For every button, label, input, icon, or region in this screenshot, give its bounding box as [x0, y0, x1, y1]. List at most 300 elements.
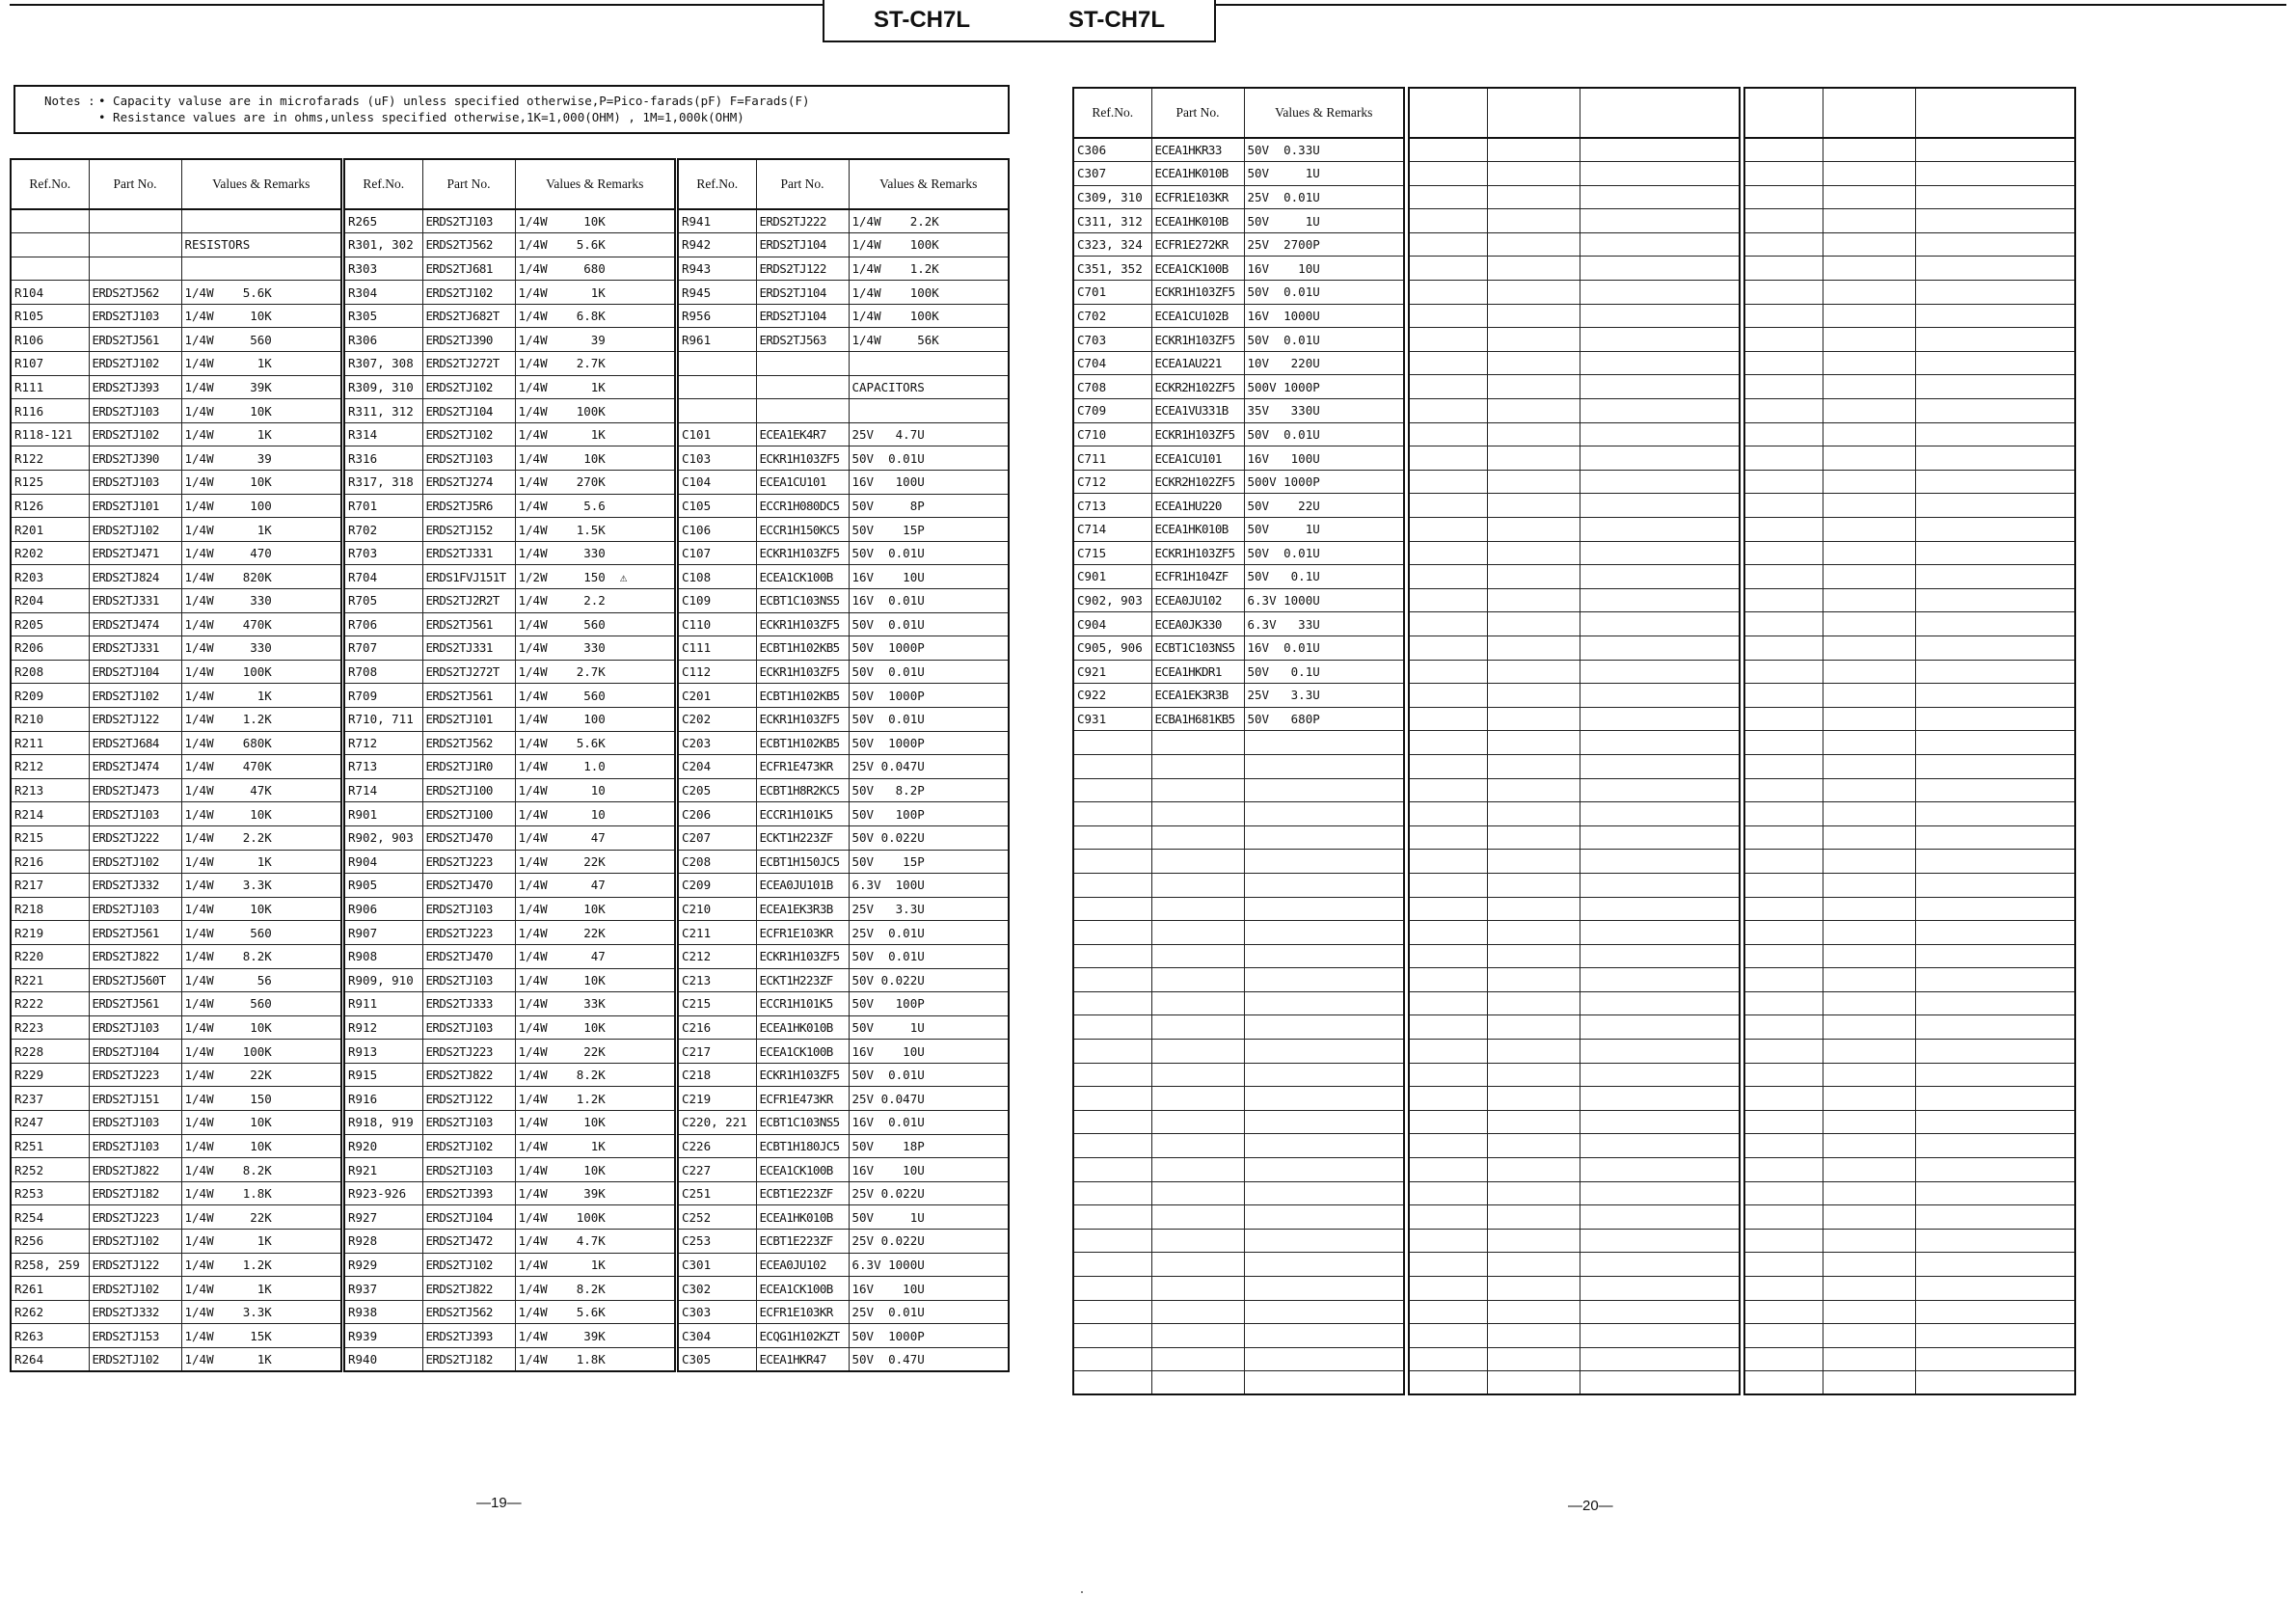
- part-cell: [1151, 1277, 1244, 1301]
- ref-cell: C253: [678, 1230, 756, 1254]
- ref-cell: R256: [11, 1230, 89, 1254]
- value-cell: [1915, 446, 2075, 471]
- ref-cell: [1409, 565, 1487, 589]
- part-cell: [1487, 1087, 1580, 1111]
- part-cell: ERDS2TJ822: [422, 1063, 515, 1087]
- value-cell: [1580, 1205, 1740, 1230]
- ref-cell: R222: [11, 992, 89, 1016]
- table-row: [678, 755, 1009, 779]
- value-cell: [1915, 399, 2075, 423]
- ref-cell: [1744, 304, 1823, 328]
- value-cell: 50V 8.2P: [849, 778, 1009, 802]
- value-cell: 1/4W 1.0: [515, 755, 675, 779]
- ref-cell: [1409, 470, 1487, 494]
- table-row: [344, 518, 675, 542]
- value-cell: 1/4W 10K: [181, 471, 341, 495]
- table-row: [11, 446, 341, 471]
- part-cell: [1487, 825, 1580, 850]
- ref-cell: R107: [11, 352, 89, 376]
- ref-cell: R305: [344, 304, 422, 328]
- table-row: [1744, 162, 2075, 186]
- part-cell: [1151, 1063, 1244, 1087]
- table-row: [1744, 636, 2075, 660]
- part-cell: ERDS2TJ102: [422, 1253, 515, 1277]
- value-cell: [181, 209, 341, 233]
- table-row: [11, 755, 341, 779]
- ref-cell: C218: [678, 1063, 756, 1087]
- table-row: [1073, 944, 1404, 968]
- ref-cell: R304: [344, 281, 422, 305]
- table-row: [344, 565, 675, 589]
- part-cell: [1151, 802, 1244, 826]
- table-row: [344, 1348, 675, 1372]
- value-cell: [1915, 968, 2075, 992]
- part-cell: ERDS2TJ151: [89, 1087, 181, 1111]
- ref-cell: R937: [344, 1277, 422, 1301]
- part-cell: ECEA1EK3R3B: [1151, 684, 1244, 708]
- part-cell: ERDS2TJ471: [89, 541, 181, 565]
- ref-cell: C714: [1073, 518, 1151, 542]
- table-row: [1744, 991, 2075, 1015]
- table-row: [11, 1324, 341, 1348]
- value-cell: [1915, 754, 2075, 778]
- part-cell: [1823, 470, 1915, 494]
- ref-cell: [1073, 1181, 1151, 1205]
- table-row: [1409, 873, 1740, 897]
- ref-cell: [1744, 588, 1823, 612]
- part-cell: ERDS2TJ103: [89, 1111, 181, 1135]
- table-row: [678, 874, 1009, 898]
- table-row: [1409, 209, 1740, 233]
- table-row: [344, 541, 675, 565]
- table-row: [344, 1277, 675, 1301]
- part-cell: [1823, 328, 1915, 352]
- value-cell: [1580, 232, 1740, 257]
- page-number-left: —19—: [476, 1495, 522, 1511]
- ref-cell: C107: [678, 541, 756, 565]
- value-cell: 6.3V 1000U: [849, 1253, 1009, 1277]
- value-cell: 1/4W 47: [515, 944, 675, 968]
- ref-cell: R940: [344, 1348, 422, 1372]
- table-row: [11, 565, 341, 589]
- ref-cell: R216: [11, 850, 89, 874]
- part-cell: ECFR1E103KR: [756, 1300, 849, 1324]
- ref-cell: R316: [344, 446, 422, 471]
- part-cell: ERDS2TJ393: [422, 1181, 515, 1205]
- part-cell: ECBT1H102KB5: [756, 636, 849, 661]
- ref-cell: R911: [344, 992, 422, 1016]
- value-cell: 35V 330U: [1244, 399, 1404, 423]
- table-row: [678, 1253, 1009, 1277]
- part-cell: ERDS2TJ122: [422, 1087, 515, 1111]
- value-cell: [1580, 1300, 1740, 1324]
- part-cell: ECEA1CK100B: [756, 1040, 849, 1064]
- model-title-right: ST-CH7L: [1067, 7, 1165, 33]
- table-header-row: [11, 159, 341, 209]
- part-cell: [1823, 660, 1915, 684]
- ref-cell: [1744, 328, 1823, 352]
- table-row: [678, 1134, 1009, 1158]
- table-row: [1744, 1229, 2075, 1253]
- ref-cell: [1409, 707, 1487, 731]
- table-row: [1744, 1087, 2075, 1111]
- value-cell: 1/2W 150 ⚠: [515, 565, 675, 589]
- table-row: [11, 257, 341, 281]
- value-cell: 1/4W 1K: [515, 422, 675, 446]
- table-row: [678, 1015, 1009, 1040]
- value-cell: [849, 399, 1009, 423]
- table-row: [1073, 778, 1404, 802]
- table-row: [11, 660, 341, 684]
- ref-cell: [1409, 731, 1487, 755]
- value-cell: 1/4W 1K: [515, 1134, 675, 1158]
- value-cell: [1915, 1110, 2075, 1134]
- part-cell: [1823, 778, 1915, 802]
- table-row: [1073, 1229, 1404, 1253]
- table-row: [1744, 328, 2075, 352]
- ref-cell: [1409, 660, 1487, 684]
- table-row: [1409, 162, 1740, 186]
- value-cell: 1/4W 560: [181, 921, 341, 945]
- ref-cell: R309, 310: [344, 375, 422, 399]
- part-cell: ERDS2TJ103: [89, 1134, 181, 1158]
- ref-cell: [1409, 850, 1487, 874]
- part-cell: [1823, 494, 1915, 518]
- value-cell: [1580, 1347, 1740, 1371]
- part-cell: ECEA0JU102: [756, 1253, 849, 1277]
- parts-table-1: [10, 158, 342, 1372]
- value-cell: 1/4W 150: [181, 1087, 341, 1111]
- part-cell: [1151, 897, 1244, 921]
- table-row: [1744, 185, 2075, 209]
- value-cell: [1244, 850, 1404, 874]
- table-row: [1409, 1229, 1740, 1253]
- value-cell: 1/4W 1K: [181, 518, 341, 542]
- table-row: [1073, 446, 1404, 471]
- value-cell: 1/4W 39: [515, 328, 675, 352]
- ref-cell: R702: [344, 518, 422, 542]
- table-row: [11, 352, 341, 376]
- value-cell: 1/4W 1.2K: [181, 707, 341, 731]
- ref-cell: [1073, 1300, 1151, 1324]
- value-cell: [1244, 731, 1404, 755]
- value-cell: [1244, 1110, 1404, 1134]
- part-cell: [1487, 1300, 1580, 1324]
- value-cell: [1244, 897, 1404, 921]
- part-cell: ERDS2TJ561: [422, 684, 515, 708]
- ref-cell: C212: [678, 944, 756, 968]
- ref-cell: R125: [11, 471, 89, 495]
- table-row: [678, 897, 1009, 921]
- value-cell: [1580, 565, 1740, 589]
- value-cell: 50V 0.01U: [849, 660, 1009, 684]
- table-row: [11, 1015, 341, 1040]
- value-cell: 1/4W 100K: [849, 304, 1009, 328]
- ref-cell: C226: [678, 1134, 756, 1158]
- ref-cell: [1409, 162, 1487, 186]
- table-row: [11, 1087, 341, 1111]
- value-cell: [1915, 731, 2075, 755]
- ref-cell: C307: [1073, 162, 1151, 186]
- ref-cell: [1409, 375, 1487, 399]
- value-cell: [1915, 304, 2075, 328]
- ref-cell: R712: [344, 731, 422, 755]
- part-cell: ERDS2TJ390: [89, 446, 181, 471]
- part-cell: ERDS2TJ102: [422, 422, 515, 446]
- ref-cell: [1744, 850, 1823, 874]
- table-row: [1409, 612, 1740, 636]
- table-row: [11, 1253, 341, 1277]
- table-row: [344, 944, 675, 968]
- ref-cell: [1744, 446, 1823, 471]
- table-row: [344, 921, 675, 945]
- part-cell: [1823, 1110, 1915, 1134]
- value-cell: [1244, 1229, 1404, 1253]
- table-row: [11, 281, 341, 305]
- ref-cell: C202: [678, 707, 756, 731]
- value-cell: 1/4W 1K: [181, 1348, 341, 1372]
- value-cell: [1915, 1371, 2075, 1395]
- ref-cell: R961: [678, 328, 756, 352]
- part-cell: [1487, 684, 1580, 708]
- table-header-row: [1744, 88, 2075, 138]
- ref-cell: R213: [11, 778, 89, 802]
- part-cell: ERDS2TJ104: [89, 660, 181, 684]
- value-cell: 6.3V 33U: [1244, 612, 1404, 636]
- ref-cell: R122: [11, 446, 89, 471]
- value-cell: [1580, 1134, 1740, 1158]
- part-cell: [1487, 1015, 1580, 1040]
- part-cell: [1487, 257, 1580, 281]
- ref-cell: C112: [678, 660, 756, 684]
- ref-cell: R203: [11, 565, 89, 589]
- part-cell: ECKR2H102ZF5: [1151, 470, 1244, 494]
- part-cell: [1487, 731, 1580, 755]
- ref-cell: R214: [11, 802, 89, 826]
- value-cell: 1/4W 1K: [515, 281, 675, 305]
- part-cell: [1823, 257, 1915, 281]
- ref-cell: [1409, 1015, 1487, 1040]
- ref-cell: [1409, 185, 1487, 209]
- part-cell: ECEA1AU221: [1151, 351, 1244, 375]
- table-row: [344, 1111, 675, 1135]
- part-cell: ERDS2TJ100: [422, 778, 515, 802]
- part-cell: [1823, 968, 1915, 992]
- value-cell: 50V 8P: [849, 494, 1009, 518]
- table-row: [1744, 1040, 2075, 1064]
- part-cell: ERDS2TJ103: [89, 304, 181, 328]
- table-row: [11, 518, 341, 542]
- value-cell: 50V 0.01U: [849, 944, 1009, 968]
- ref-cell: C351, 352: [1073, 257, 1151, 281]
- table-row: [1744, 209, 2075, 233]
- value-cell: 1/4W 2.2K: [181, 825, 341, 850]
- part-cell: [1823, 1040, 1915, 1064]
- ref-cell: [1744, 375, 1823, 399]
- part-cell: [1151, 968, 1244, 992]
- ref-cell: [1744, 162, 1823, 186]
- part-cell: [1487, 1134, 1580, 1158]
- table-row: [1744, 588, 2075, 612]
- ref-cell: [1073, 897, 1151, 921]
- value-cell: 6.3V 100U: [849, 874, 1009, 898]
- ref-cell: R223: [11, 1015, 89, 1040]
- part-cell: [1823, 446, 1915, 471]
- notes-row-2: [44, 109, 1008, 125]
- table-row: [1073, 1205, 1404, 1230]
- part-cell: [1823, 209, 1915, 233]
- part-cell: ERDS2TJ101: [89, 494, 181, 518]
- table-row: [344, 802, 675, 826]
- table-row: [11, 1205, 341, 1230]
- part-cell: [1151, 1300, 1244, 1324]
- ref-cell: C922: [1073, 684, 1151, 708]
- value-cell: 1/4W 1K: [181, 422, 341, 446]
- value-cell: [1244, 1300, 1404, 1324]
- ref-cell: [1073, 1063, 1151, 1087]
- value-cell: 1/4W 5.6K: [515, 1300, 675, 1324]
- part-cell: ERDS2TJ561: [89, 921, 181, 945]
- ref-cell: C708: [1073, 375, 1151, 399]
- part-cell: [1823, 897, 1915, 921]
- ref-cell: C220, 221: [678, 1111, 756, 1135]
- value-cell: 16V 10U: [849, 565, 1009, 589]
- part-cell: ERDS2TJ122: [756, 257, 849, 281]
- part-cell: ERDS2TJ102: [89, 684, 181, 708]
- value-cell: [1580, 209, 1740, 233]
- table-row: [344, 992, 675, 1016]
- ref-cell: C710: [1073, 422, 1151, 446]
- ref-cell: C921: [1073, 660, 1151, 684]
- ref-cell: [678, 352, 756, 376]
- table-row: [1744, 399, 2075, 423]
- ref-cell: [1744, 660, 1823, 684]
- value-cell: [1244, 1181, 1404, 1205]
- value-cell: [1244, 1134, 1404, 1158]
- table-row: [1744, 850, 2075, 874]
- part-cell: ERDS2TJ470: [422, 874, 515, 898]
- ref-cell: R918, 919: [344, 1111, 422, 1135]
- part-cell: ERDS2TJ272T: [422, 352, 515, 376]
- part-cell: [1487, 1205, 1580, 1230]
- value-cell: 1/4W 22K: [515, 1040, 675, 1064]
- value-cell: [1580, 1087, 1740, 1111]
- table-row: [678, 589, 1009, 613]
- part-cell: [1487, 185, 1580, 209]
- table-row: [1744, 1134, 2075, 1158]
- table-row: [1409, 897, 1740, 921]
- table-row: [344, 1158, 675, 1182]
- value-cell: 1/4W 270K: [515, 471, 675, 495]
- ref-cell: R905: [344, 874, 422, 898]
- part-cell: ECKR1H103ZF5: [1151, 541, 1244, 565]
- part-cell: [1487, 162, 1580, 186]
- value-cell: [1244, 1158, 1404, 1182]
- ref-cell: C323, 324: [1073, 232, 1151, 257]
- table-row: [344, 257, 675, 281]
- ref-cell: [1409, 991, 1487, 1015]
- table-row: [11, 1348, 341, 1372]
- value-cell: 1/4W 470K: [181, 612, 341, 636]
- ref-cell: C109: [678, 589, 756, 613]
- part-cell: [1823, 1300, 1915, 1324]
- table-row: [11, 968, 341, 992]
- value-cell: [1580, 684, 1740, 708]
- value-cell: [1915, 778, 2075, 802]
- table-row: [1073, 588, 1404, 612]
- ref-cell: [1744, 1253, 1823, 1277]
- value-cell: 1/4W 33K: [515, 992, 675, 1016]
- part-cell: [1823, 1229, 1915, 1253]
- table-row: [11, 1158, 341, 1182]
- table-row: [1409, 1371, 1740, 1395]
- ref-cell: R915: [344, 1063, 422, 1087]
- value-cell: 1/4W 2.2: [515, 589, 675, 613]
- ref-cell: C211: [678, 921, 756, 945]
- value-cell: 1/4W 47: [515, 874, 675, 898]
- part-cell: [1487, 707, 1580, 731]
- part-cell: ECKT1H223ZF: [756, 825, 849, 850]
- value-cell: 1/4W 10: [515, 802, 675, 826]
- value-cell: [1915, 232, 2075, 257]
- table-row: [1073, 968, 1404, 992]
- ref-cell: R228: [11, 1040, 89, 1064]
- value-cell: [1915, 1087, 2075, 1111]
- part-cell: [1487, 494, 1580, 518]
- part-cell: ECBT1H180JC5: [756, 1134, 849, 1158]
- col-ref: Ref.No.: [678, 159, 756, 209]
- table-row: [1409, 185, 1740, 209]
- ref-cell: R237: [11, 1087, 89, 1111]
- part-cell: ERDS2TJ103: [422, 1158, 515, 1182]
- table-row: [1744, 1158, 2075, 1182]
- part-cell: [1823, 1063, 1915, 1087]
- table-row: [344, 233, 675, 257]
- table-row: [1409, 304, 1740, 328]
- table-row: [1744, 232, 2075, 257]
- table-row: [678, 1087, 1009, 1111]
- value-cell: [1915, 541, 2075, 565]
- ref-cell: [1073, 1277, 1151, 1301]
- ref-cell: [11, 233, 89, 257]
- ref-cell: C931: [1073, 707, 1151, 731]
- ref-cell: [1744, 422, 1823, 446]
- part-cell: [1823, 232, 1915, 257]
- value-cell: [1915, 1158, 2075, 1182]
- ref-cell: C101: [678, 422, 756, 446]
- value-cell: 1/4W 10K: [515, 209, 675, 233]
- ref-cell: [1073, 1158, 1151, 1182]
- table-row: [344, 968, 675, 992]
- value-cell: 1/4W 10K: [515, 1158, 675, 1182]
- ref-cell: [1409, 541, 1487, 565]
- table-row: [1409, 684, 1740, 708]
- part-cell: [1487, 232, 1580, 257]
- ref-cell: [1744, 351, 1823, 375]
- ref-cell: [1744, 754, 1823, 778]
- part-cell: ERDS2TJ561: [422, 612, 515, 636]
- ref-cell: R263: [11, 1324, 89, 1348]
- part-cell: ERDS2TJ682T: [422, 304, 515, 328]
- value-cell: [1580, 778, 1740, 802]
- value-cell: 1/4W 1.8K: [181, 1181, 341, 1205]
- part-cell: ECKR1H103ZF5: [756, 944, 849, 968]
- part-cell: [1823, 518, 1915, 542]
- value-cell: [1580, 138, 1740, 162]
- value-cell: [1580, 328, 1740, 352]
- part-cell: [1487, 541, 1580, 565]
- ref-cell: C219: [678, 1087, 756, 1111]
